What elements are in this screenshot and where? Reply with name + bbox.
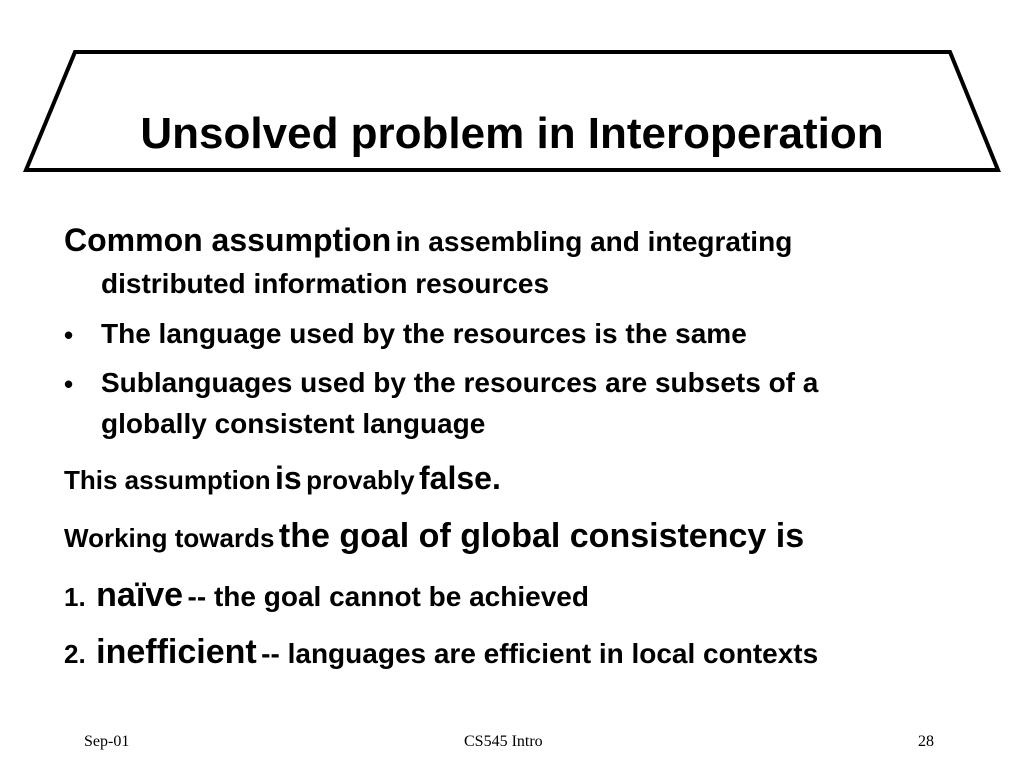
- working-part-2: the goal of global consistency is: [278, 517, 805, 555]
- claim-part-2: is: [275, 460, 302, 496]
- bullet-marker: •: [64, 369, 74, 399]
- footer-page-number: 28: [918, 733, 934, 750]
- point-2-keyword: inefficient: [96, 633, 257, 671]
- bullet-1-text: The language used by the resources is the same: [101, 318, 747, 349]
- footer-course: CS545 Intro: [464, 733, 543, 750]
- intro-lead: Common assumption: [64, 222, 392, 258]
- claim-part-1: This assumption: [64, 465, 271, 495]
- intro-rest-1: in assembling and integrating: [395, 226, 793, 257]
- working-part-1: Working towards: [64, 523, 275, 553]
- bullet-2-text-line-2: globally consistent language: [101, 408, 486, 439]
- claim-line: [64, 460, 501, 497]
- claim-part-3: provably: [306, 465, 415, 495]
- point-2-rest: -- languages are efficient in local contexts: [261, 638, 819, 669]
- footer-date: Sep-01: [84, 733, 130, 750]
- working-line: [64, 517, 804, 556]
- point-1-rest: -- the goal cannot be achieved: [187, 581, 589, 612]
- slide-title: Unsolved problem in Interoperation: [140, 109, 884, 158]
- point-2-number: 2.: [64, 639, 86, 669]
- intro-line-2: distributed information resources: [101, 268, 550, 299]
- point-2: [64, 633, 818, 672]
- bullet-marker: •: [64, 320, 74, 350]
- intro-line-1: [64, 222, 792, 259]
- claim-part-4: false.: [419, 460, 501, 496]
- point-1: [64, 576, 589, 615]
- point-1-number: 1.: [64, 582, 86, 612]
- point-1-keyword: naïve: [96, 576, 184, 614]
- bullet-2-text-line-1: Sublanguages used by the resources are subsets of a: [101, 367, 819, 398]
